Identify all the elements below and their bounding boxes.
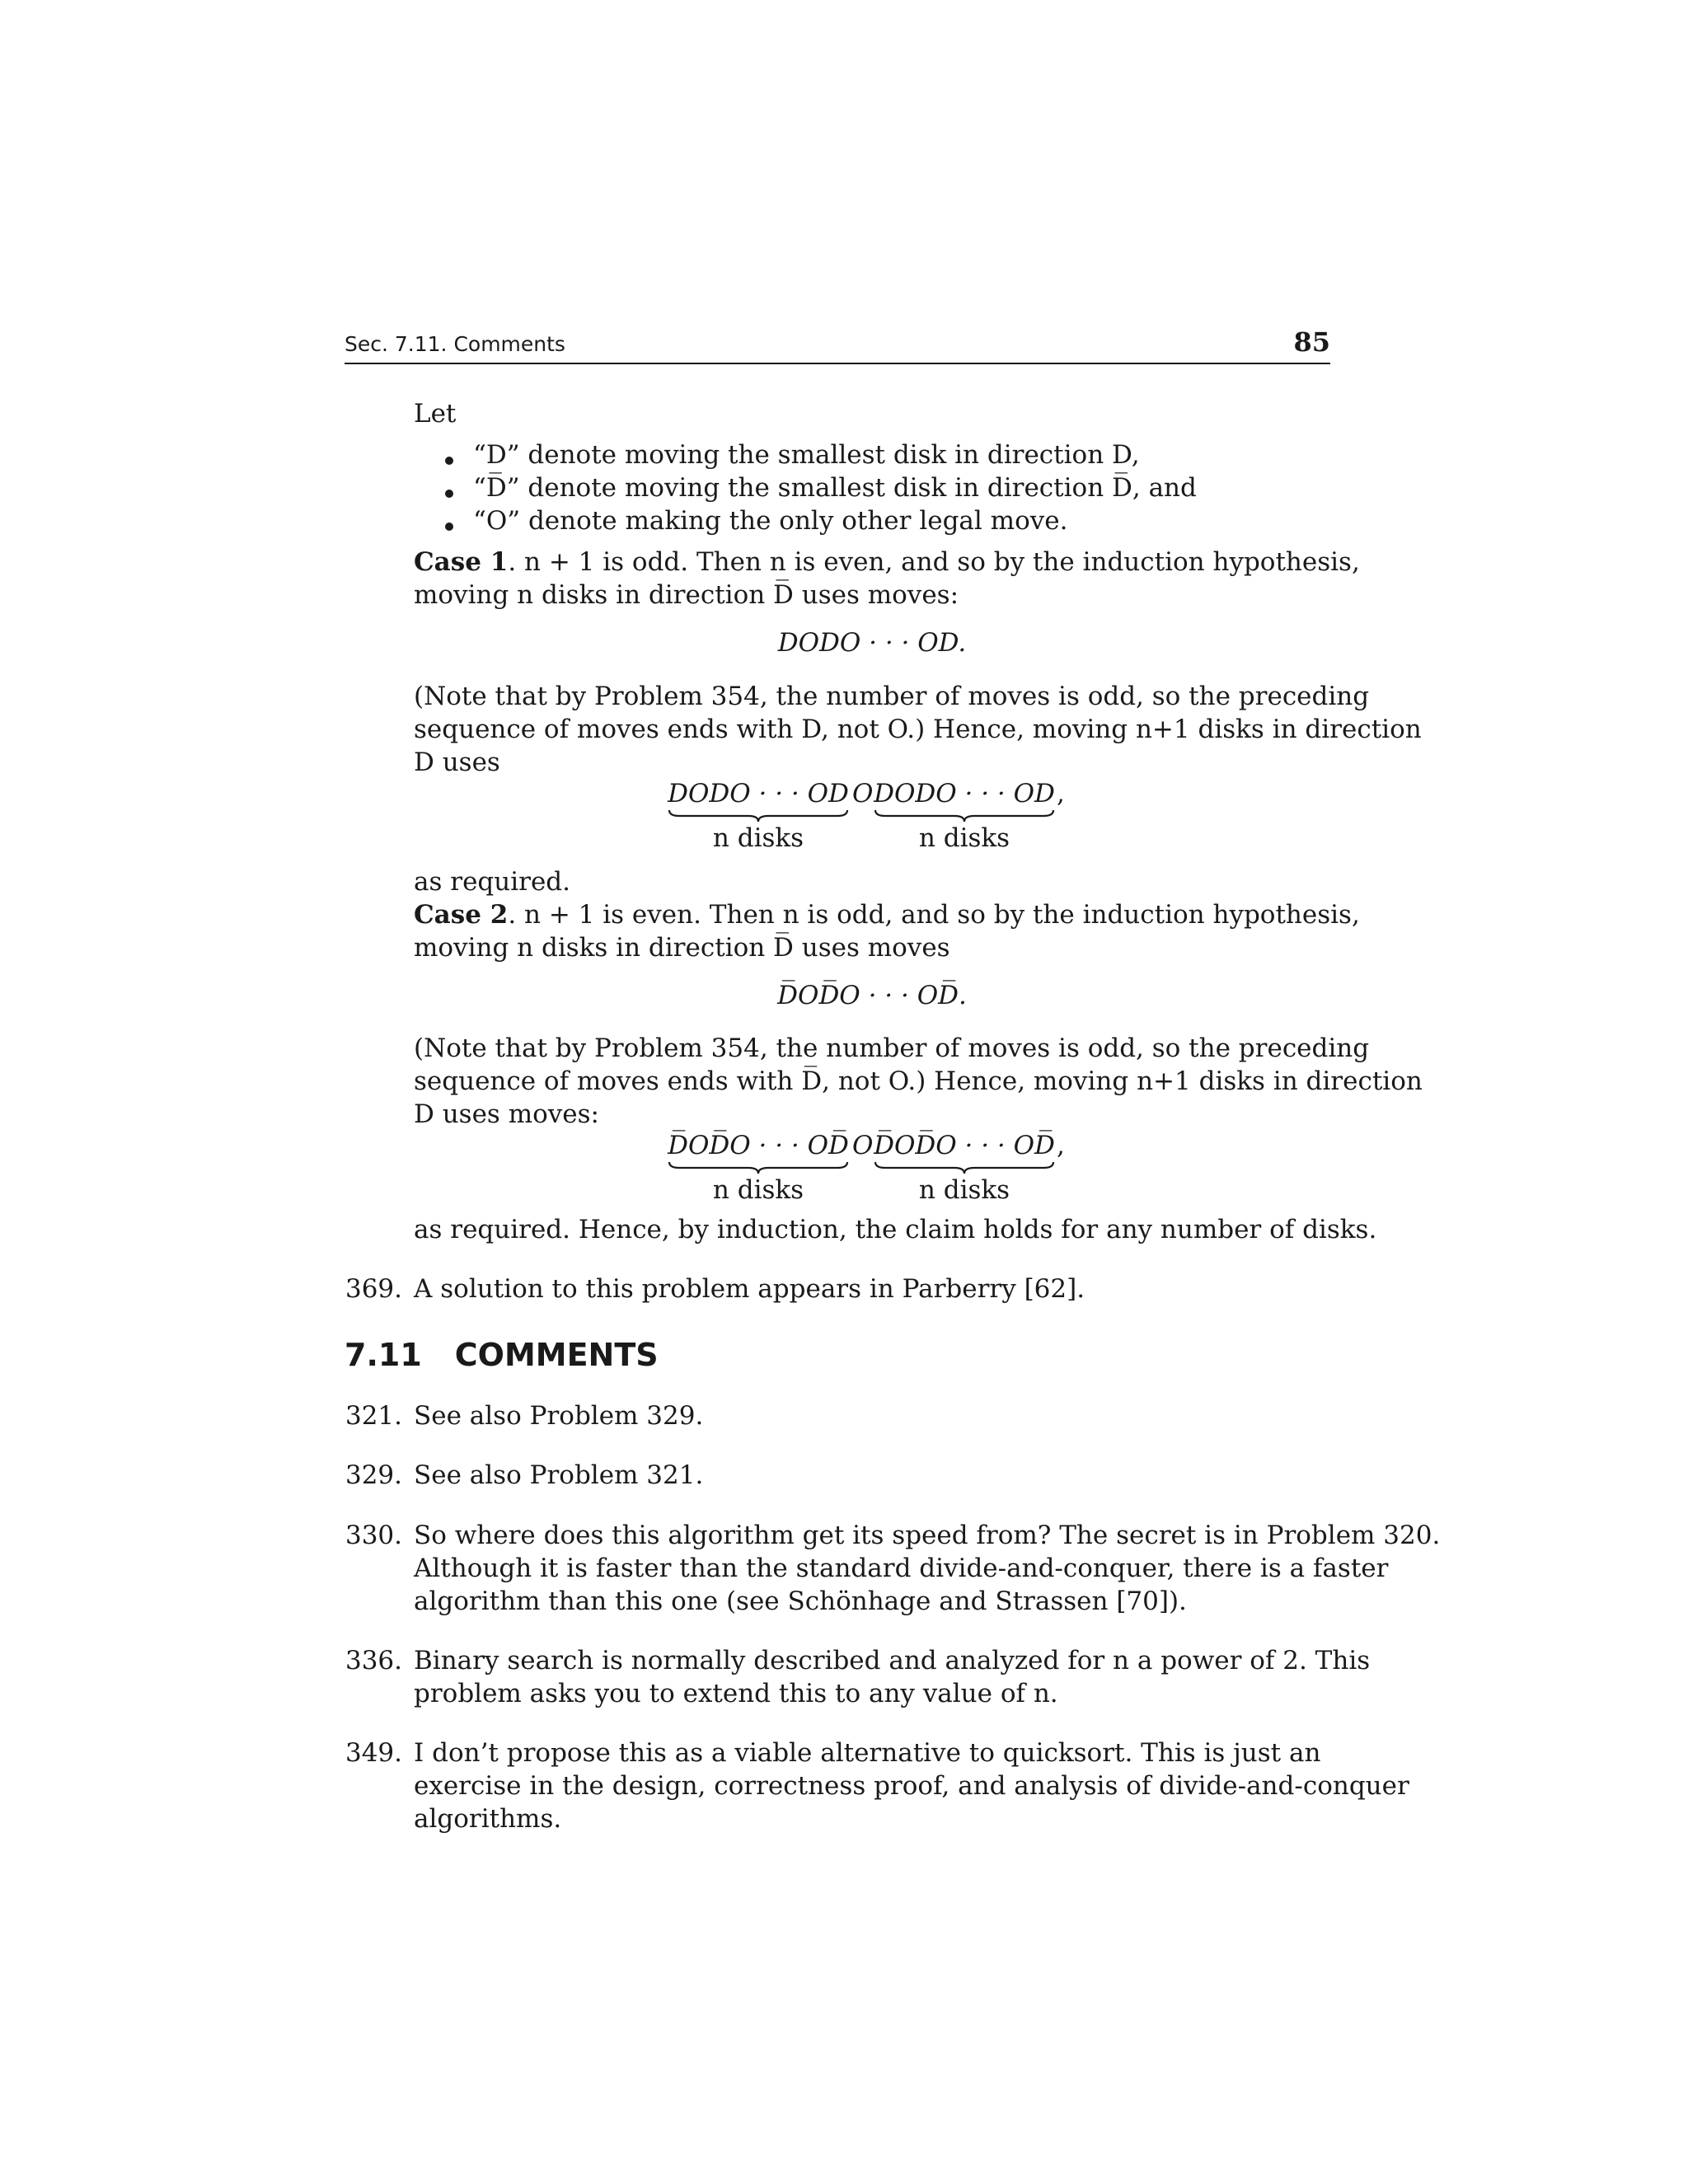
case2-note-line2: sequence of moves ends with D̅, not O.) Hence, moving n+1 disks in direction xyxy=(414,1066,1423,1096)
comment-line: algorithm than this one (see Schönhage and Strassen [70]). xyxy=(414,1586,1187,1616)
case2-brace-tail: , xyxy=(1057,1131,1065,1160)
case2-line1-text: . n + 1 is even. Then n is odd, and so by the induction hypothesis, xyxy=(508,900,1360,930)
case1-brace-right-group xyxy=(874,779,1055,853)
bullet-dot-icon xyxy=(445,452,453,468)
running-header-section: Sec. 7.11. Comments xyxy=(345,332,565,356)
comment-number: 330. xyxy=(345,1521,402,1550)
item369-text: A solution to this problem appears in Parberry [62]. xyxy=(414,1274,1085,1304)
underbrace-icon xyxy=(668,1160,849,1175)
comment-line: See also Problem 321. xyxy=(414,1460,704,1490)
case1-line1 xyxy=(414,546,1360,579)
bullet-item: “D” denote moving the smallest disk in direction D, xyxy=(473,440,1140,470)
case1-brace-left-group xyxy=(668,779,849,853)
comment-line: I don’t propose this as a viable alternative to quicksort. This is just an xyxy=(414,1738,1321,1768)
case1-line1-text: . n + 1 is odd. Then n is even, and so by the induction hypothesis, xyxy=(508,547,1360,577)
comment-number: 329. xyxy=(345,1460,402,1490)
case2-brace-right-group xyxy=(874,1131,1055,1205)
underbrace-icon xyxy=(668,808,849,823)
let-word: Let xyxy=(414,399,457,429)
case2-line1 xyxy=(414,898,1360,931)
case1-brace-left-label: n disks xyxy=(712,823,804,853)
section-heading xyxy=(345,1337,659,1373)
item369-number: 369. xyxy=(345,1274,402,1304)
section-number: 7.11 xyxy=(345,1337,422,1373)
case2-label: Case 2 xyxy=(414,900,509,930)
case1-brace-left-expr: DODO · · · OD xyxy=(668,779,849,808)
case2-closing: as required. Hence, by induction, the claim holds for any number of disks. xyxy=(414,1215,1377,1244)
comment-line: algorithms. xyxy=(414,1804,562,1834)
case1-note-line2: sequence of moves ends with D, not O.) Hence, moving n+1 disks in direction xyxy=(414,715,1422,744)
case2-brace-left-label: n disks xyxy=(712,1175,804,1205)
section-title: COMMENTS xyxy=(454,1337,659,1373)
comment-number: 321. xyxy=(345,1401,402,1431)
case2-note-line3: D uses moves: xyxy=(414,1099,599,1129)
case2-brace-right-label: n disks xyxy=(918,1175,1010,1205)
underbrace-icon xyxy=(874,808,1055,823)
case1-brace-right-label: n disks xyxy=(918,823,1010,853)
case1-display-equation: DODO · · · OD. xyxy=(777,628,967,658)
comment-line: Although it is faster than the standard divide-and-conquer, there is a faster xyxy=(414,1554,1389,1583)
case1-note-line1: (Note that by Problem 354, the number of moves is odd, so the preceding xyxy=(414,682,1370,711)
comment-line: So where does this algorithm get its speed from? The secret is in Problem 320. xyxy=(414,1521,1441,1550)
comment-line: See also Problem 329. xyxy=(414,1401,704,1431)
case2-brace-equation xyxy=(668,1131,1063,1213)
page-number: 85 xyxy=(1293,326,1330,358)
comment-line: exercise in the design, correctness proof, and analysis of divide-and-conquer xyxy=(414,1771,1409,1801)
case1-label: Case 1 xyxy=(414,547,509,577)
case2-line2: moving n disks in direction D̅ uses moves xyxy=(414,933,950,963)
bullet-item: “O” denote making the only other legal move. xyxy=(473,506,1068,536)
comment-line: Binary search is normally described and analyzed for n a power of 2. This xyxy=(414,1646,1371,1675)
case1-brace-equation xyxy=(668,779,1063,861)
case1-note-line3: D uses xyxy=(414,748,500,777)
case2-brace-left-group xyxy=(668,1131,849,1205)
case1-brace-right-expr: DODO · · · OD xyxy=(874,779,1055,808)
case1-brace-tail: , xyxy=(1057,779,1065,808)
comment-number: 336. xyxy=(345,1646,402,1675)
bullet-dot-icon xyxy=(445,518,453,534)
bullet-item: “D̅” denote moving the smallest disk in direction D̅, and xyxy=(473,473,1197,503)
comment-line: problem asks you to extend this to any value of n. xyxy=(414,1679,1058,1708)
case1-line2: moving n disks in direction D̅ uses moves: xyxy=(414,580,959,610)
case2-brace-right-expr: D̅OD̅O · · · OD̅ xyxy=(874,1131,1055,1160)
case2-brace-mid: O xyxy=(852,1131,874,1160)
case1-closing: as required. xyxy=(414,867,570,897)
case2-display-equation: D̅OD̅O · · · OD̅. xyxy=(777,981,967,1010)
case2-note-line1: (Note that by Problem 354, the number of moves is odd, so the preceding xyxy=(414,1033,1370,1063)
bullet-dot-icon xyxy=(445,485,453,501)
underbrace-icon xyxy=(874,1160,1055,1175)
running-header xyxy=(345,323,1330,364)
case1-brace-mid: O xyxy=(852,779,874,808)
comment-number: 349. xyxy=(345,1738,402,1768)
case2-brace-left-expr: D̅OD̅O · · · OD̅ xyxy=(668,1131,849,1160)
